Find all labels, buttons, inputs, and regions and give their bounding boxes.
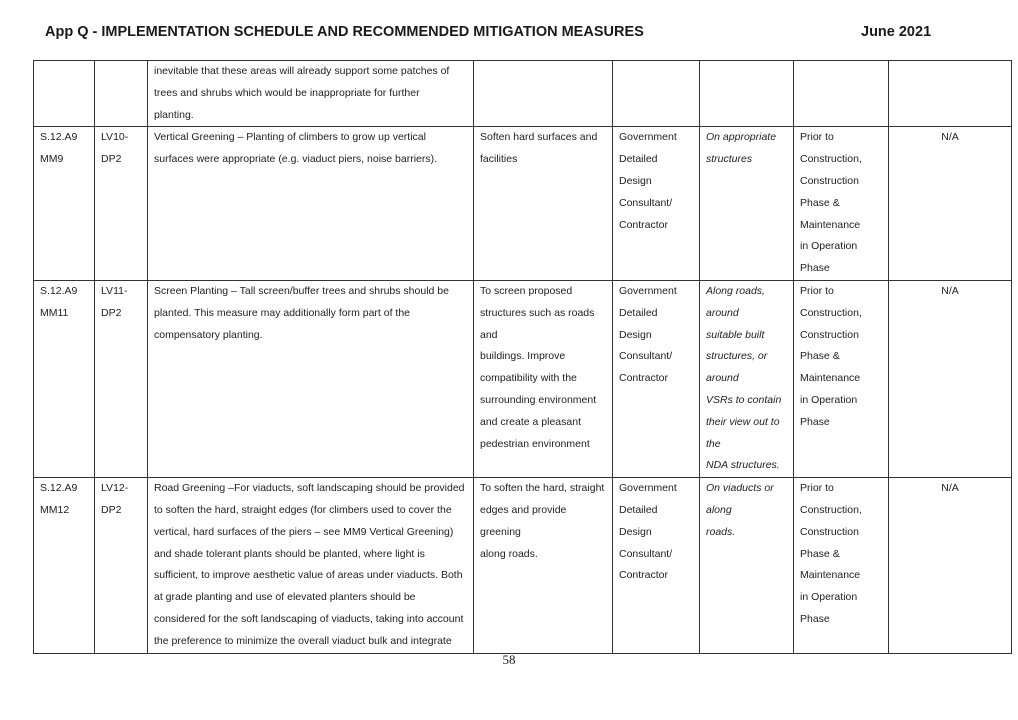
objective-cell — [474, 280, 613, 477]
ep-ref-cell — [34, 127, 95, 281]
mitigation-measure-cell — [148, 478, 474, 654]
cell-text-line: along roads. — [480, 547, 538, 560]
cell-text-line: and — [480, 328, 498, 341]
cell-text-line: structures, or — [706, 350, 768, 363]
cell-text-line: planting. — [154, 108, 194, 121]
cell-text-line: S.12.A9 — [40, 131, 78, 144]
cell-text-line: DP2 — [101, 503, 122, 516]
cell-text: N/A — [941, 482, 959, 495]
cell-text-line: and create a pleasant — [480, 415, 581, 428]
cell-text-line: Detailed — [619, 306, 658, 319]
cell-text-line: Construction — [800, 525, 859, 538]
requirements-cell — [889, 478, 1012, 654]
cell-text-line: Road Greening –For viaducts, soft landscaping should be provided — [154, 482, 465, 495]
cell-text-line: edges and provide — [480, 503, 567, 516]
cell-text-line: Prior to — [800, 131, 834, 144]
cell-text-line: Soften hard surfaces and — [480, 131, 598, 144]
cell-text-line: compatibility with the — [480, 372, 577, 385]
cell-text-line: Vertical Greening – Planting of climbers to grow up vertical — [154, 131, 426, 144]
cell-text-line: Phase — [800, 612, 830, 625]
cell-text-line: To screen proposed — [480, 284, 573, 297]
cell-text-line: surrounding environment — [480, 393, 597, 406]
cell-text-line: Construction — [800, 328, 859, 341]
cell-text-line: facilities — [480, 153, 518, 166]
cell-text-line: Phase & — [800, 350, 840, 363]
cell-text-line: MM11 — [40, 306, 69, 319]
location-of-measure-cell — [700, 61, 794, 127]
cell-text-line: Design — [619, 328, 652, 341]
cell-text-line: Phase — [800, 415, 830, 428]
implementation-stage-cell — [794, 127, 889, 281]
cell-text-line: NDA structures. — [706, 459, 780, 472]
cell-text-line: DP2 — [101, 306, 122, 319]
cell-text-line: and shade tolerant plants should be planted, where light is — [154, 547, 425, 560]
objective-cell — [474, 61, 613, 127]
cell-text-line: greening — [480, 525, 521, 538]
page-number: 58 — [502, 652, 516, 667]
cell-text-line: Consultant/ — [619, 547, 673, 560]
table-row — [34, 127, 1012, 281]
requirements-cell — [889, 127, 1012, 281]
cell-text-line: Contractor — [619, 218, 669, 231]
cell-text-line: Phase & — [800, 547, 840, 560]
location-cell — [95, 280, 148, 477]
implementation-agent-cell — [613, 61, 700, 127]
cell-text-line: surfaces were appropriate (e.g. viaduct piers, noise barriers). — [154, 153, 438, 166]
cell-text-line: Construction — [800, 174, 859, 187]
ep-ref-cell — [34, 61, 95, 127]
cell-text-line: vertical, hard surfaces of the piers – see MM9 Vertical Greening) — [154, 525, 454, 538]
cell-text-line: the preference to minimize the overall viaduct bulk and integrate — [154, 634, 452, 647]
cell-text-line: On viaducts or — [706, 482, 774, 495]
implementation-stage-cell — [794, 280, 889, 477]
cell-text-line: in Operation — [800, 240, 858, 253]
ep-ref-cell — [34, 280, 95, 477]
cell-text-line: Along roads, — [706, 284, 765, 297]
cell-text-line: S.12.A9 — [40, 482, 78, 495]
cell-text-line: LV12- — [101, 482, 129, 495]
mitigation-measure-cell — [148, 127, 474, 281]
cell-text-line: sufficient, to improve aesthetic value of areas under viaducts. Both — [154, 569, 463, 582]
cell-text-line: Design — [619, 174, 652, 187]
table-row — [34, 280, 1012, 477]
cell-text-line: S.12.A9 — [40, 284, 78, 297]
cell-text-line: Detailed — [619, 153, 658, 166]
cell-text-line: Phase & — [800, 196, 840, 209]
cell-text-line: Maintenance — [800, 569, 861, 582]
cell-text-line: VSRs to contain — [706, 393, 782, 406]
cell-text-line: On appropriate — [706, 131, 777, 144]
location-of-measure-cell — [700, 478, 794, 654]
cell-text-line: Maintenance — [800, 372, 861, 385]
cell-text-line: Consultant/ — [619, 350, 673, 363]
objective-cell — [474, 127, 613, 281]
location-of-measure-cell — [700, 280, 794, 477]
cell-text-line: MM12 — [40, 503, 70, 516]
cell-text: N/A — [941, 284, 959, 297]
cell-text-line: structures — [706, 153, 753, 166]
cell-text-line: Design — [619, 525, 652, 538]
cell-text-line: around — [706, 306, 739, 319]
requirements-cell — [889, 61, 1012, 127]
cell-text-line: roads. — [706, 525, 736, 538]
location-of-measure-cell — [700, 127, 794, 281]
cell-text-line: inevitable that these areas will already support some patches of — [154, 65, 450, 77]
cell-text-line: structures such as roads — [480, 306, 595, 319]
cell-text-line: around — [706, 372, 739, 385]
ep-ref-cell — [34, 478, 95, 654]
cell-text-line: suitable built — [706, 328, 765, 341]
cell-text-line: Prior to — [800, 482, 834, 495]
cell-text-line: at grade planting and use of elevated planters should be — [154, 591, 416, 604]
cell-text-line: trees and shrubs which would be inappropriate for further — [154, 86, 420, 99]
cell-text-line: DP2 — [101, 153, 122, 166]
cell-text-line: along — [706, 503, 732, 516]
cell-text-line: in Operation — [800, 393, 858, 406]
cell-text-line: considered for the soft landscaping of viaducts, taking into account — [154, 612, 464, 625]
implementation-agent-cell — [613, 280, 700, 477]
cell-text-line: To soften the hard, straight — [480, 482, 605, 495]
cell-text-line: Contractor — [619, 372, 669, 385]
implementation-agent-cell — [613, 127, 700, 281]
cell-text-line: in Operation — [800, 591, 858, 604]
objective-cell — [474, 478, 613, 654]
cell-text-line: Contractor — [619, 569, 669, 582]
mitigation-schedule-table — [33, 60, 1012, 654]
cell-text-line: Maintenance — [800, 218, 861, 231]
location-cell — [95, 127, 148, 281]
cell-text-line: to soften the hard, straight edges (for climbers used to cover the — [154, 503, 452, 516]
implementation-stage-cell — [794, 478, 889, 654]
document-date: June 2021 — [861, 24, 932, 40]
cell-text-line: Construction, — [800, 153, 862, 166]
cell-text-line: the — [706, 437, 721, 450]
cell-text-line: planted. This measure may additionally form part of the — [154, 306, 411, 319]
cell-text-line: pedestrian environment — [480, 437, 590, 450]
cell-text-line: buildings. Improve — [480, 350, 566, 363]
cell-text-line: Detailed — [619, 503, 658, 516]
cell-text-line: Screen Planting – Tall screen/buffer trees and shrubs should be — [154, 284, 449, 297]
cell-text-line: Government — [619, 482, 677, 495]
cell-text-line: Phase — [800, 262, 830, 275]
cell-text-line: MM9 — [40, 153, 64, 166]
cell-text-line: compensatory planting. — [154, 328, 263, 341]
location-cell — [95, 61, 148, 127]
cell-text-line: Consultant/ — [619, 196, 673, 209]
table-row — [34, 61, 1012, 127]
cell-text-line: Government — [619, 131, 677, 144]
implementation-agent-cell — [613, 478, 700, 654]
cell-text-line: Construction, — [800, 503, 862, 516]
cell-text-line: their view out to — [706, 415, 780, 428]
cell-text-line: Prior to — [800, 284, 834, 297]
implementation-stage-cell — [794, 61, 889, 127]
mitigation-measure-cell — [148, 61, 474, 127]
requirements-cell — [889, 280, 1012, 477]
cell-text-line: LV10- — [101, 131, 129, 144]
cell-text-line: LV11- — [101, 284, 128, 297]
table-row — [34, 478, 1012, 654]
cell-text: N/A — [941, 131, 959, 144]
cell-text-line: Construction, — [800, 306, 862, 319]
document-title: App Q - IMPLEMENTATION SCHEDULE AND RECOMMENDED MITIGATION MEASURES — [45, 24, 644, 40]
location-cell — [95, 478, 148, 654]
cell-text-line: Government — [619, 284, 677, 297]
mitigation-measure-cell — [148, 280, 474, 477]
